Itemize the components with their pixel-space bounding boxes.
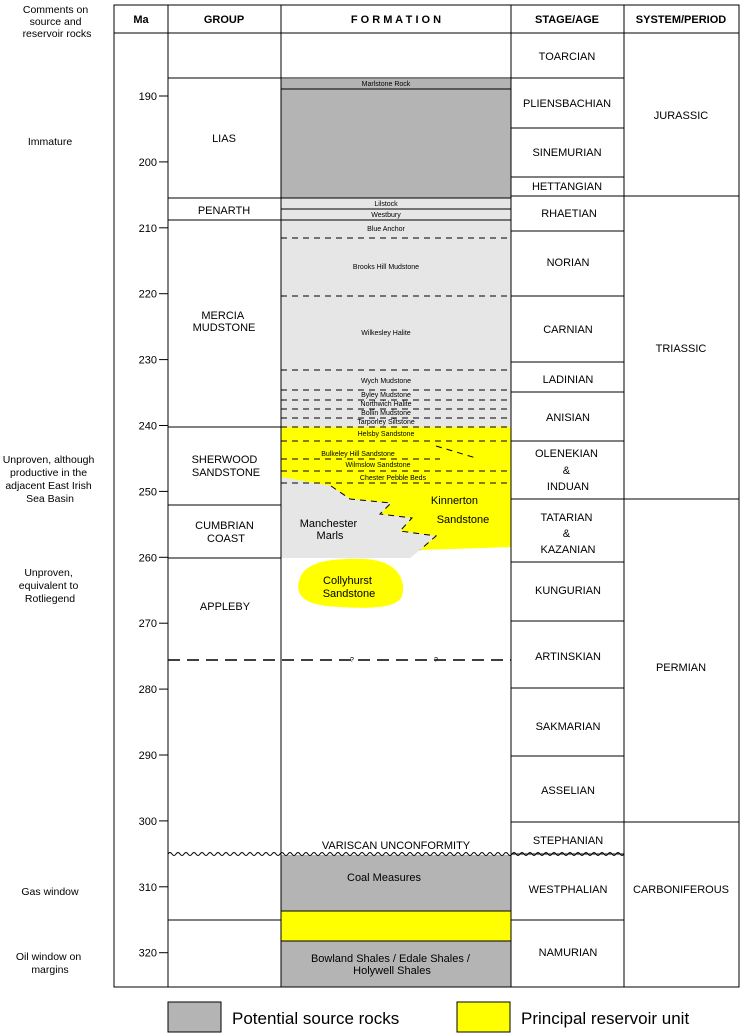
stage-namurian: NAMURIAN	[538, 947, 598, 959]
ma-label-320: 320	[138, 947, 157, 960]
formation-marlstone-rock: Marlstone Rock	[361, 81, 411, 88]
system-column	[633, 110, 729, 896]
formation-lilstock: Lilstock	[374, 201, 398, 208]
stage-westphalian: WESTPHALIAN	[528, 884, 608, 896]
query-mark-2: ?	[434, 657, 438, 664]
formation-westbury: Westbury	[371, 212, 401, 219]
system-triassic: TRIASSIC	[655, 343, 707, 355]
comment-oil-window: Oil window on margins	[15, 951, 82, 976]
stage-sakmarian: SAKMARIAN	[535, 721, 601, 733]
formation-chester: Chester Pebble Beds	[359, 475, 427, 482]
stage-norian: NORIAN	[546, 257, 590, 269]
header-comments: Comments on source and reservoir rocks	[22, 4, 92, 40]
ma-label-300: 300	[138, 815, 157, 828]
stage-stephanian: STEPHANIAN	[532, 835, 604, 847]
stage-asselian: ASSELIAN	[541, 785, 595, 797]
ma-label-310: 310	[138, 881, 157, 894]
group-lias: LIAS	[212, 133, 236, 145]
legend	[168, 1002, 689, 1032]
stage-rhaetian: RHAETIAN	[541, 208, 597, 220]
group-sherwood: SHERWOOD SANDSTONE	[191, 454, 261, 479]
header-stage: STAGE/AGE	[535, 14, 599, 26]
group-column	[192, 133, 261, 613]
comment-collyhurst: Unproven, equivalent to Rotliegend	[18, 567, 79, 605]
formation-bulkeley: Bulkeley Hill Sandstone	[321, 451, 395, 458]
ma-label-230: 230	[138, 354, 157, 367]
stage-tatarian: TATARIAN & KAZANIAN	[540, 512, 596, 556]
legend-source-label: Potential source rocks	[232, 1009, 400, 1028]
ma-label-200: 200	[138, 156, 157, 169]
comments-column	[3, 136, 98, 976]
stage-ladinian: LADINIAN	[542, 374, 594, 386]
stage-olenekian: OLENEKIAN & INDUAN	[534, 448, 598, 493]
stage-hettangian: HETTANGIAN	[531, 181, 603, 193]
stage-sinemurian: SINEMURIAN	[532, 147, 602, 159]
lias-source-fill	[281, 89, 511, 198]
ma-label-220: 220	[138, 288, 157, 301]
variscan-unconformity-label: VARISCAN UNCONFORMITY	[321, 840, 471, 852]
query-mark-1: ?	[350, 657, 354, 664]
header-group: GROUP	[203, 14, 245, 26]
formation-blue-anchor: Blue Anchor	[367, 226, 405, 233]
formation-coal-measures: Coal Measures	[347, 872, 421, 884]
formation-helsby: Helsby Sandstone	[357, 431, 415, 438]
comment-sherwood: Unproven, although productive in the adjacent East Irish Sea Basin	[2, 454, 95, 505]
formation-byley: Byley Mudstone	[361, 392, 411, 399]
formation-wilmslow: Wilmslow Sandstone	[345, 462, 411, 469]
stage-anisian: ANISIAN	[545, 412, 591, 424]
comment-immature: Immature	[27, 136, 73, 148]
header-system: SYSTEM/PERIOD	[635, 14, 727, 26]
ma-label-290: 290	[138, 750, 157, 762]
stage-kungurian: KUNGURIAN	[534, 585, 602, 597]
formation-wych: Wych Mudstone	[360, 378, 412, 385]
group-penarth: PENARTH	[197, 205, 251, 217]
formation-kinnerton: Kinnerton Sandstone	[430, 495, 490, 526]
stage-toarcian: TOARCIAN	[538, 51, 596, 63]
system-jurassic: JURASSIC	[653, 110, 709, 122]
stage-column	[523, 51, 611, 959]
formation-brooks-hill: Brooks Hill Mudstone	[352, 264, 420, 271]
column-headers	[23, 4, 727, 40]
formation-northwich: Northwich Halite	[360, 401, 412, 408]
stage-pliensbachian: PLIENSBACHIAN	[522, 98, 612, 110]
ma-label-240: 240	[138, 420, 157, 433]
formation-collyhurst: Collyhurst Sandstone	[322, 575, 376, 600]
comment-gas-window: Gas window	[21, 886, 79, 898]
header-formation: F O R M A T I O N	[350, 14, 442, 26]
ma-label-210: 210	[138, 222, 157, 235]
legend-source-swatch	[168, 1002, 221, 1032]
formation-manchester-marls: Manchester Marls	[299, 518, 358, 542]
header-ma: Ma	[133, 14, 149, 26]
ma-label-270: 270	[138, 618, 157, 631]
formation-bollin: Bollin Mudstone	[361, 410, 411, 417]
ma-label-250: 250	[138, 486, 157, 499]
system-carboniferous: CARBONIFEROUS	[633, 884, 729, 896]
group-appleby: APPLEBY	[199, 601, 251, 613]
ma-label-280: 280	[138, 684, 157, 697]
legend-reservoir-swatch	[457, 1002, 510, 1032]
ma-ticks	[139, 91, 168, 960]
stage-artinskian: ARTINSKIAN	[535, 651, 601, 663]
ma-label-190: 190	[138, 91, 157, 103]
formation-tarporley: Tarporley Siltstone	[357, 419, 415, 426]
system-permian: PERMIAN	[655, 662, 707, 674]
ma-label-260: 260	[138, 552, 157, 565]
group-cumbrian: CUMBRIAN COAST	[195, 520, 254, 545]
coal-reservoir-fill	[281, 911, 511, 941]
formation-wilkesley: Wilkesley Halite	[361, 330, 411, 337]
group-mercia: MERCIA MUDSTONE	[192, 310, 256, 334]
legend-reservoir-label: Principal reservoir unit	[521, 1009, 690, 1028]
stage-carnian: CARNIAN	[543, 324, 593, 336]
formation-bowland: Bowland Shales / Edale Shales / Holywell Shales	[310, 953, 470, 977]
